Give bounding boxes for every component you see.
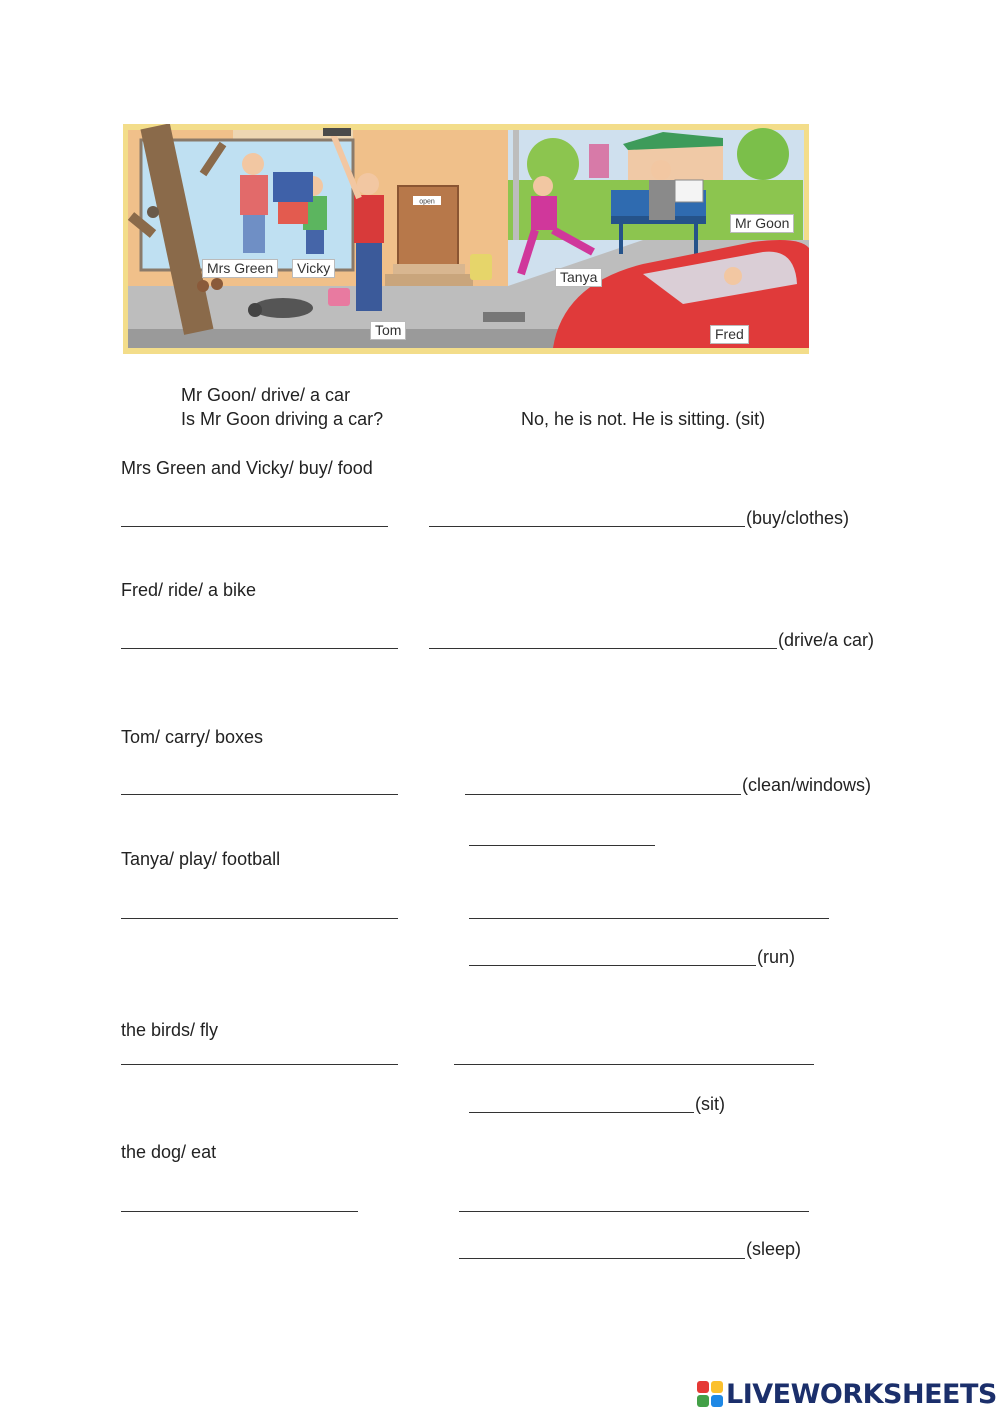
exercise-1-prompt: Mrs Green and Vicky/ buy/ food <box>121 458 373 478</box>
exercise-4-extra-input[interactable] <box>469 944 760 965</box>
example-answer: No, he is not. He is sitting. (sit) <box>521 409 766 429</box>
exercise-4-answer-blank[interactable] <box>469 897 829 919</box>
exercise-6-answer-input[interactable] <box>459 1190 813 1211</box>
exercise-2-answer-blank[interactable] <box>429 627 777 649</box>
liveworksheets-logo <box>697 1377 997 1411</box>
label-fred: Fred <box>710 325 749 344</box>
door-sign-text: open <box>419 198 435 206</box>
exercise-4-hint: (run) <box>757 947 796 967</box>
exercise-1-question-blank[interactable] <box>121 505 388 527</box>
exercise-4-extra-blank[interactable] <box>469 944 756 966</box>
exercise-5-prompt: the birds/ fly <box>121 1020 219 1040</box>
exercise-6-answer-blank[interactable] <box>459 1190 809 1212</box>
exercise-5-extra-blank[interactable] <box>469 1091 694 1113</box>
exercise-6-extra-blank[interactable] <box>459 1237 745 1259</box>
exercise-3-extra-input[interactable] <box>469 824 659 845</box>
exercise-4-prompt: Tanya/ play/ football <box>121 849 281 869</box>
exercise-3-extra-blank[interactable] <box>469 824 655 846</box>
exercise-6-prompt: the dog/ eat <box>121 1142 217 1162</box>
exercise-5-answer-input[interactable] <box>454 1043 818 1064</box>
exercise-1-hint: (buy/clothes) <box>746 508 850 528</box>
exercise-4-question-input[interactable] <box>121 897 402 918</box>
exercise-5-hint: (sit) <box>695 1094 725 1114</box>
exercise-1-question-input[interactable] <box>121 505 392 526</box>
exercise-6-extra-input[interactable] <box>459 1237 749 1258</box>
logo-mark-icon <box>697 1381 723 1407</box>
exercise-1-answer-blank[interactable] <box>429 505 745 527</box>
example-question: Is Mr Goon driving a car? <box>181 409 384 429</box>
label-vicky: Vicky <box>292 259 335 278</box>
exercise-3-hint: (clean/windows) <box>742 775 872 795</box>
logo-text: LIVEWORKSHEETS <box>726 1378 997 1410</box>
exercise-5-question-input[interactable] <box>121 1043 402 1064</box>
label-mr-goon: Mr Goon <box>730 214 794 233</box>
exercise-3-answer-blank[interactable] <box>465 773 741 795</box>
exercise-6-question-input[interactable] <box>121 1190 362 1211</box>
label-tom: Tom <box>370 321 406 340</box>
exercise-5-answer-blank[interactable] <box>454 1043 814 1065</box>
exercise-6-question-blank[interactable] <box>121 1190 358 1212</box>
exercise-4-question-blank[interactable] <box>121 897 398 919</box>
label-mrs-green: Mrs Green <box>202 259 278 278</box>
exercise-2-hint: (drive/a car) <box>778 630 875 650</box>
exercise-5-extra-input[interactable] <box>469 1091 698 1112</box>
exercise-3-prompt: Tom/ carry/ boxes <box>121 727 264 747</box>
exercise-3-question-input[interactable] <box>121 773 402 794</box>
label-tanya: Tanya <box>555 268 602 287</box>
exercise-2-question-input[interactable] <box>121 627 402 648</box>
exercise-2-prompt: Fred/ ride/ a bike <box>121 580 257 600</box>
exercise-3-question-blank[interactable] <box>121 773 398 795</box>
exercise-5-question-blank[interactable] <box>121 1043 398 1065</box>
exercise-2-answer-input[interactable] <box>429 627 781 648</box>
example-prompt: Mr Goon/ drive/ a car <box>181 385 351 405</box>
exercise-2-question-blank[interactable] <box>121 627 398 649</box>
exercise-1-answer-input[interactable] <box>429 505 749 526</box>
street-scene-illustration <box>123 124 809 354</box>
exercise-6-hint: (sleep) <box>746 1239 802 1259</box>
exercise-3-answer-input[interactable] <box>465 773 745 794</box>
exercise-4-answer-input[interactable] <box>469 897 833 918</box>
